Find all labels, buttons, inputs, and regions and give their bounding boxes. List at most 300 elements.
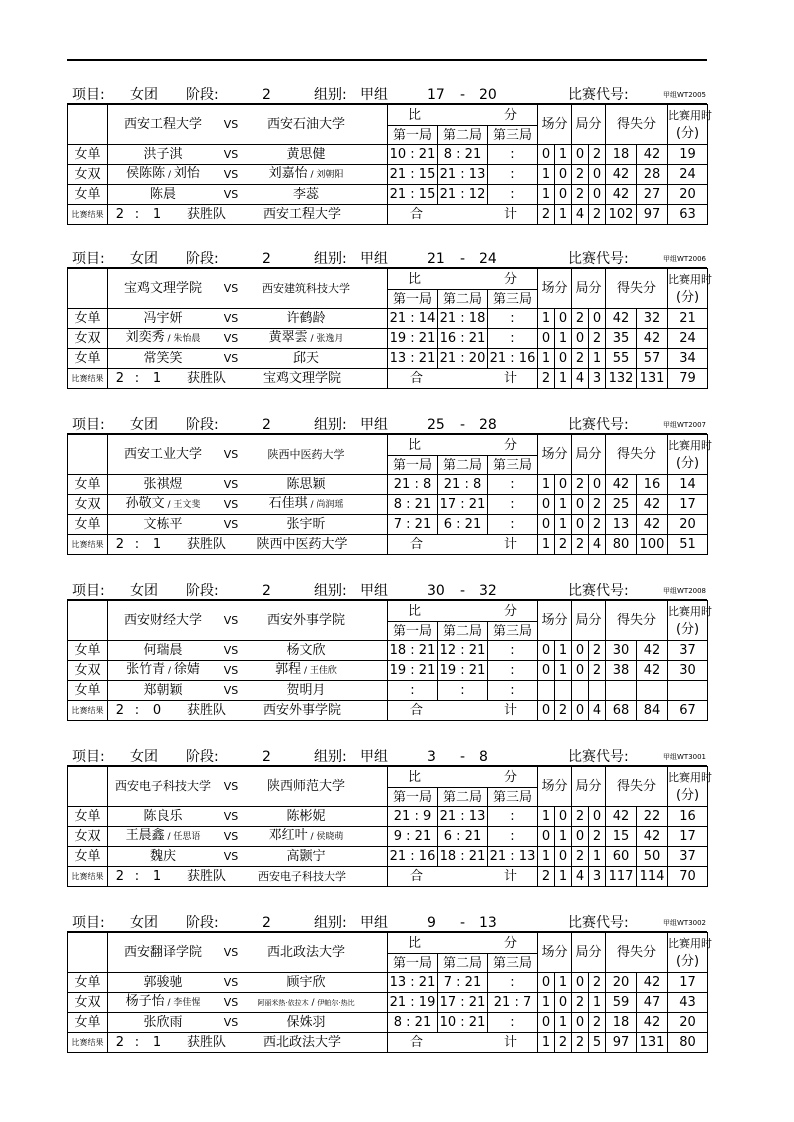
- points-won: 13: [606, 515, 637, 535]
- player-b: 顾宇欣: [286, 975, 326, 990]
- match-lost: 1: [555, 661, 572, 681]
- duration-header-line1: 比赛用时: [668, 936, 713, 950]
- stage-value: 2: [262, 417, 271, 433]
- event-type: 女双: [68, 661, 108, 681]
- corner-cell: [68, 933, 108, 973]
- result-label: 比赛结果: [68, 867, 108, 887]
- event-type: 女双: [68, 329, 108, 349]
- match-points-header: 场分: [538, 601, 572, 641]
- match-code-label: 比赛代号:: [568, 749, 629, 765]
- vs-text: VS: [223, 518, 239, 531]
- winner-name: 陕西中医药大学: [256, 537, 348, 552]
- duration: 43: [668, 993, 708, 1013]
- game3-header: 第三局: [488, 126, 538, 145]
- result-label: 比赛结果: [68, 701, 108, 721]
- game-points-header: 局分: [572, 435, 606, 475]
- match-won: 0: [538, 973, 555, 993]
- game3-score: :: [488, 681, 538, 701]
- range-end: 28: [479, 417, 497, 433]
- game-points-header: 局分: [572, 767, 606, 807]
- match-code-label: 比赛代号:: [568, 583, 629, 599]
- stage-label: 阶段:: [186, 915, 219, 931]
- game1-score: :: [388, 681, 438, 701]
- total-match-won: 2: [538, 867, 555, 887]
- games-lost: 2: [589, 515, 606, 535]
- vs-text: VS: [223, 850, 239, 863]
- teams-header: [108, 269, 388, 309]
- game1-score: 21 : 14: [388, 309, 438, 329]
- corner-cell: [68, 435, 108, 475]
- vs-text: VS: [223, 118, 239, 131]
- player-a2: 王文斐: [173, 500, 201, 510]
- games-won: 0: [572, 661, 589, 681]
- group-label: 组别:: [314, 583, 347, 599]
- games-lost: 0: [589, 165, 606, 185]
- match-won: 0: [538, 515, 555, 535]
- game3-score: :: [488, 641, 538, 661]
- total-duration: 67: [668, 701, 708, 721]
- game2-score: 6 : 21: [438, 827, 488, 847]
- stage-value: 2: [262, 915, 271, 931]
- points-lost: 42: [637, 495, 668, 515]
- team-a-name: 宝鸡文理学院: [123, 281, 202, 296]
- games-lost: 1: [589, 349, 606, 369]
- event-type: 女单: [68, 847, 108, 867]
- match-table: [67, 766, 713, 887]
- winner-name: 西北政法大学: [262, 1035, 341, 1050]
- range-end: 24: [479, 251, 497, 267]
- total-label-he: 合: [410, 371, 424, 386]
- game3-score: :: [488, 475, 538, 495]
- total-match-lost: 2: [555, 1033, 572, 1053]
- player-a2: 任思语: [173, 832, 201, 842]
- total-games-lost: 5: [589, 1033, 606, 1053]
- total-games-won: 2: [572, 1033, 589, 1053]
- player-a: [108, 661, 218, 680]
- total-label: [388, 535, 538, 555]
- match-lost: 1: [555, 145, 572, 165]
- winner-label: 获胜队: [186, 537, 226, 552]
- player-a1: 刘奕秀: [125, 330, 165, 345]
- match-won: 1: [538, 847, 555, 867]
- range-start: 25: [427, 417, 445, 433]
- player-a: [108, 495, 218, 514]
- total-duration: 80: [668, 1033, 708, 1053]
- score-header: [388, 105, 538, 126]
- vs-text: VS: [223, 332, 239, 345]
- match-code-label: 比赛代号:: [568, 251, 629, 267]
- vs-text: VS: [223, 448, 239, 461]
- range-end: 13: [479, 915, 497, 931]
- vs-text: VS: [223, 352, 239, 365]
- points-lost: 32: [637, 309, 668, 329]
- match-won: 0: [538, 1013, 555, 1033]
- slash-separator: /: [164, 998, 174, 1008]
- winner-label: 获胜队: [186, 703, 226, 718]
- player-b: [244, 495, 368, 514]
- result-cell: [108, 701, 388, 721]
- game1-score: 8 : 21: [388, 1013, 438, 1033]
- total-points-won: 80: [606, 535, 637, 555]
- teams-header: [108, 767, 388, 807]
- vs-text: VS: [223, 810, 239, 823]
- event-type: 女双: [68, 827, 108, 847]
- table-row: [68, 515, 708, 535]
- player-b: [244, 827, 368, 846]
- total-match-won: 2: [538, 369, 555, 389]
- duration-header: [668, 933, 713, 973]
- games-lost: 1: [589, 847, 606, 867]
- match-table: [67, 932, 713, 1053]
- duration-header-line1: 比赛用时: [668, 770, 713, 784]
- players-cell: [108, 641, 388, 661]
- game1-score: 13 : 21: [388, 349, 438, 369]
- player-b: 贺明月: [286, 683, 326, 698]
- total-games-lost: 3: [589, 369, 606, 389]
- games-won: 0: [572, 145, 589, 165]
- game3-header: 第三局: [488, 622, 538, 641]
- player-a1: 杨子怡: [125, 994, 165, 1009]
- total-games-won: 4: [572, 867, 589, 887]
- player-b: 杨文欣: [286, 643, 326, 658]
- players-cell: [108, 145, 388, 165]
- player-b1: 阿丽米热·依拉木: [257, 999, 309, 1007]
- match-won: 0: [538, 641, 555, 661]
- game3-score: 21 : 13: [488, 847, 538, 867]
- match-info-row: [0, 416, 794, 434]
- score-header-bi: 比: [408, 107, 422, 123]
- points-won: 59: [606, 993, 637, 1013]
- game2-score: 21 : 13: [438, 165, 488, 185]
- games-won: 2: [572, 807, 589, 827]
- duration: 21: [668, 309, 708, 329]
- player-b1: 邓红叶: [268, 828, 308, 843]
- range-start: 17: [427, 87, 445, 103]
- total-points-lost: 131: [637, 369, 668, 389]
- group-value: 甲组: [360, 583, 388, 599]
- total-points-lost: 97: [637, 205, 668, 225]
- duration-header-line2: (分): [675, 455, 700, 471]
- stage-value: 2: [262, 251, 271, 267]
- group-label: 组别:: [314, 915, 347, 931]
- team-b-name: 西北政法大学: [266, 945, 345, 960]
- game1-score: 9 : 21: [388, 827, 438, 847]
- players-cell: [108, 475, 388, 495]
- match-table: [67, 434, 713, 555]
- vs-text: VS: [223, 1016, 239, 1029]
- result-label: 比赛结果: [68, 1033, 108, 1053]
- slash-separator: /: [164, 334, 174, 344]
- total-games-won: 4: [572, 369, 589, 389]
- range-start: 3: [427, 749, 436, 765]
- project-label: 项目:: [72, 417, 105, 433]
- total-match-lost: 1: [555, 205, 572, 225]
- player-b: 张宇昕: [286, 517, 326, 532]
- total-duration: 70: [668, 867, 708, 887]
- player-a1: 王晨鑫: [125, 828, 165, 843]
- game1-score: 19 : 21: [388, 329, 438, 349]
- table-row: [68, 329, 708, 349]
- duration: 24: [668, 165, 708, 185]
- table-row: [68, 827, 708, 847]
- slash-separator: /: [307, 500, 317, 510]
- vs-text: VS: [223, 312, 239, 325]
- total-games-lost: 3: [589, 867, 606, 887]
- match-won: 0: [538, 495, 555, 515]
- total-score-a: 2: [115, 537, 124, 552]
- slash-separator: /: [308, 998, 318, 1008]
- player-b1: 刘嘉怡: [268, 166, 308, 181]
- stage-value: 2: [262, 749, 271, 765]
- game2-score: 17 : 21: [438, 993, 488, 1013]
- score-header-bi: 比: [408, 271, 422, 287]
- player-a: 郑朝颖: [143, 683, 183, 698]
- match-table: [67, 600, 713, 721]
- total-points-lost: 114: [637, 867, 668, 887]
- duration: 17: [668, 495, 708, 515]
- vs-text: VS: [223, 830, 239, 843]
- project-label: 项目:: [72, 583, 105, 599]
- points-won: 35: [606, 329, 637, 349]
- total-colon: :: [134, 537, 140, 552]
- match-won: 1: [538, 185, 555, 205]
- score-header-fen: 分: [503, 107, 517, 123]
- total-label: [388, 369, 538, 389]
- game1-header: 第一局: [388, 788, 438, 807]
- games-lost: 2: [589, 641, 606, 661]
- match-code-value: 甲组WT2006: [663, 255, 707, 263]
- points-lost: 42: [637, 661, 668, 681]
- player-a2: 朱怡晨: [173, 334, 201, 344]
- total-colon: :: [134, 1035, 140, 1050]
- game2-header: 第二局: [438, 954, 488, 973]
- game1-score: 21 : 15: [388, 185, 438, 205]
- team-b-name: 西安外事学院: [266, 613, 345, 628]
- game2-score: 19 : 21: [438, 661, 488, 681]
- total-label-ji: 计: [503, 869, 517, 884]
- score-header: [388, 767, 538, 788]
- points-lost: [637, 681, 668, 701]
- player-b: 保姝羽: [286, 1015, 326, 1030]
- match-lost: [555, 681, 572, 701]
- points-header: 得失分: [606, 933, 668, 973]
- event-type: 女单: [68, 349, 108, 369]
- total-label: [388, 1033, 538, 1053]
- game3-header: 第三局: [488, 456, 538, 475]
- points-header: 得失分: [606, 435, 668, 475]
- vs-text: VS: [223, 664, 239, 677]
- duration: 19: [668, 145, 708, 165]
- stage-label: 阶段:: [186, 583, 219, 599]
- group-value: 甲组: [360, 915, 388, 931]
- player-a: [108, 993, 218, 1012]
- score-header-bi: 比: [408, 769, 422, 785]
- result-cell: [108, 1033, 388, 1053]
- points-lost: 57: [637, 349, 668, 369]
- score-header-fen: 分: [503, 603, 517, 619]
- player-b2: 张逸月: [316, 334, 344, 344]
- players-cell: [108, 1013, 388, 1033]
- game1-score: 7 : 21: [388, 515, 438, 535]
- teams-header: [108, 105, 388, 145]
- result-cell: [108, 867, 388, 887]
- score-header-fen: 分: [503, 437, 517, 453]
- event-value: 女团: [130, 417, 158, 433]
- match-block: [0, 914, 794, 1074]
- player-b: [244, 329, 368, 348]
- duration: [668, 681, 708, 701]
- game2-header: 第二局: [438, 622, 488, 641]
- match-block: [0, 416, 794, 576]
- games-lost: 2: [589, 827, 606, 847]
- total-duration: 63: [668, 205, 708, 225]
- match-table: [67, 268, 713, 389]
- games-lost: 0: [589, 185, 606, 205]
- games-lost: 1: [589, 993, 606, 1013]
- vs-text: VS: [223, 188, 239, 201]
- slash-separator: /: [301, 666, 310, 676]
- match-points-header: 场分: [538, 933, 572, 973]
- match-code-label: 比赛代号:: [568, 915, 629, 931]
- total-games-lost: 4: [589, 535, 606, 555]
- match-lost: 0: [555, 807, 572, 827]
- game2-score: 21 : 13: [438, 807, 488, 827]
- points-lost: 16: [637, 475, 668, 495]
- games-won: 2: [572, 993, 589, 1013]
- event-type: 女单: [68, 145, 108, 165]
- points-won: 38: [606, 661, 637, 681]
- duration: 30: [668, 661, 708, 681]
- duration-header-line1: 比赛用时: [668, 438, 713, 452]
- slash-separator: /: [165, 170, 174, 180]
- game1-score: 18 : 21: [388, 641, 438, 661]
- group-value: 甲组: [360, 251, 388, 267]
- points-lost: 22: [637, 807, 668, 827]
- duration: 14: [668, 475, 708, 495]
- table-row: [68, 495, 708, 515]
- points-lost: 28: [637, 165, 668, 185]
- game3-score: :: [488, 807, 538, 827]
- group-value: 甲组: [360, 417, 388, 433]
- score-header-fen: 分: [503, 769, 517, 785]
- games-lost: 2: [589, 145, 606, 165]
- score-header-bi: 比: [408, 603, 422, 619]
- total-match-won: 1: [538, 1033, 555, 1053]
- games-won: 0: [572, 641, 589, 661]
- total-label-he: 合: [410, 869, 424, 884]
- corner-cell: [68, 767, 108, 807]
- total-match-won: 1: [538, 535, 555, 555]
- match-won: 1: [538, 475, 555, 495]
- range-start: 21: [427, 251, 445, 267]
- table-row: [68, 681, 708, 701]
- vs-text: VS: [223, 976, 239, 989]
- slash-separator: /: [164, 832, 174, 842]
- game1-header: 第一局: [388, 622, 438, 641]
- match-lost: 1: [555, 827, 572, 847]
- total-score-a: 2: [115, 371, 124, 386]
- group-label: 组别:: [314, 749, 347, 765]
- player-b2: 尚润瑶: [316, 500, 344, 510]
- match-points-header: 场分: [538, 767, 572, 807]
- game1-header: 第一局: [388, 456, 438, 475]
- duration-header: [668, 435, 713, 475]
- games-lost: 2: [589, 495, 606, 515]
- result-cell: [108, 535, 388, 555]
- vs-text: VS: [223, 614, 239, 627]
- table-row: [68, 973, 708, 993]
- match-won: 0: [538, 145, 555, 165]
- players-cell: [108, 185, 388, 205]
- range-end: 8: [479, 749, 488, 765]
- points-lost: 42: [637, 145, 668, 165]
- game2-score: 17 : 21: [438, 495, 488, 515]
- table-row: [68, 165, 708, 185]
- total-label-ji: 计: [503, 207, 517, 222]
- slash-separator: /: [307, 170, 317, 180]
- points-lost: 42: [637, 329, 668, 349]
- match-info-row: [0, 582, 794, 600]
- score-header: [388, 435, 538, 456]
- game2-score: 10 : 21: [438, 1013, 488, 1033]
- total-match-won: 2: [538, 205, 555, 225]
- total-score-a: 2: [115, 869, 124, 884]
- duration: 17: [668, 827, 708, 847]
- range-dash: -: [460, 251, 466, 267]
- points-won: 55: [606, 349, 637, 369]
- range-dash: -: [460, 749, 466, 765]
- table-row: [68, 309, 708, 329]
- match-info-row: [0, 748, 794, 766]
- player-a: 文栋平: [143, 517, 183, 532]
- match-code-value: 甲组WT2008: [663, 587, 707, 595]
- game2-header: 第二局: [438, 126, 488, 145]
- player-b: [244, 165, 368, 184]
- teams-header: [108, 601, 388, 641]
- total-label-he: 合: [410, 537, 424, 552]
- players-cell: [108, 165, 388, 185]
- duration: 37: [668, 847, 708, 867]
- games-won: 0: [572, 973, 589, 993]
- player-b2: 王佳欣: [309, 666, 337, 676]
- player-a: [108, 165, 218, 184]
- event-type: 女单: [68, 641, 108, 661]
- total-points-lost: 131: [637, 1033, 668, 1053]
- game2-score: 8 : 21: [438, 145, 488, 165]
- total-label-he: 合: [410, 1035, 424, 1050]
- match-lost: 0: [555, 309, 572, 329]
- match-code-label: 比赛代号:: [568, 87, 629, 103]
- player-b1: 郭程: [275, 662, 302, 677]
- group-label: 组别:: [314, 87, 347, 103]
- player-b: 邱天: [292, 351, 319, 366]
- player-b2: 侯晓萌: [316, 832, 344, 842]
- event-type: 女单: [68, 1013, 108, 1033]
- match-code-label: 比赛代号:: [568, 417, 629, 433]
- total-score-b: 1: [152, 371, 162, 386]
- points-won: 42: [606, 807, 637, 827]
- range-dash: -: [460, 583, 466, 599]
- game1-score: 21 : 8: [388, 475, 438, 495]
- table-row: [68, 475, 708, 495]
- points-won: [606, 681, 637, 701]
- total-games-won: 0: [572, 701, 589, 721]
- project-label: 项目:: [72, 915, 105, 931]
- total-match-lost: 1: [555, 369, 572, 389]
- game2-header: 第二局: [438, 456, 488, 475]
- match-lost: 1: [555, 329, 572, 349]
- duration-header-line1: 比赛用时: [668, 604, 713, 618]
